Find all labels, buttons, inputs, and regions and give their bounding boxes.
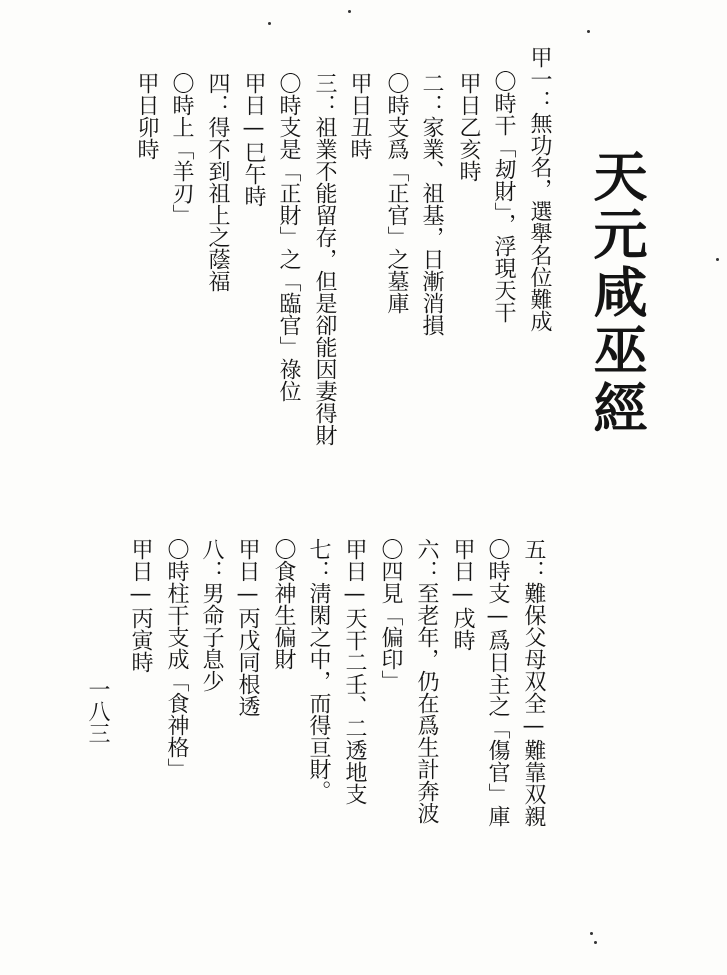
upper-line-2: 〇時干「刼財」，浮現天干: [491, 70, 516, 323]
lower-line-9: 甲日—丙戊同根透: [235, 538, 260, 717]
scan-speck: [587, 30, 590, 33]
lower-line-1: 五：難保父母双全—難靠双親: [521, 538, 546, 827]
lower-line-12: 甲日—丙寅時: [128, 538, 153, 673]
lower-line-2: 〇時支—爲日主之「傷官」庫: [485, 538, 510, 827]
chapter-title: 天元咸巫經: [585, 148, 649, 438]
lower-line-4: 六：至老年，仍在爲生計奔波: [414, 538, 439, 824]
page-number: 一八三: [85, 678, 110, 744]
lower-line-11: 〇時柱干支成「食神格」: [164, 538, 189, 780]
upper-line-1: 甲一：無功名，選舉名位難成: [527, 46, 552, 332]
upper-line-7: 三：祖業不能留存，但是卻能因妻得財: [312, 72, 337, 446]
scan-speck: [268, 22, 271, 25]
lower-line-5: 〇四見「偏印」: [378, 538, 403, 692]
scan-speck: [348, 10, 351, 13]
scan-speck: [716, 258, 719, 261]
upper-line-9: 甲日—巳午時: [241, 72, 266, 207]
upper-line-5: 〇時支爲「正官」之墓庫: [384, 72, 409, 314]
lower-line-3: 甲日—戌時: [450, 538, 475, 651]
upper-line-12: 甲日卯時: [134, 72, 159, 160]
upper-line-4: 二：家業、祖基，日漸消損: [419, 72, 444, 336]
upper-line-3: 甲日乙亥時: [456, 72, 481, 182]
lower-line-8: 〇食神生偏財: [271, 538, 296, 670]
lower-line-6: 甲日—天干二壬、二透地支: [342, 538, 367, 805]
scan-speck: [594, 941, 597, 944]
lower-line-7: 七：淸閑之中，而得亘財。: [306, 538, 331, 802]
lower-line-10: 八：男命子息少: [199, 538, 224, 692]
upper-line-6: 甲日丑時: [347, 72, 372, 160]
upper-line-11: 〇時上「羊刃」: [169, 72, 194, 226]
scan-speck: [590, 932, 593, 935]
upper-line-8: 〇時支是「正財」之「臨官」祿位: [276, 72, 301, 402]
upper-line-10: 四：得不到祖上之蔭福: [205, 72, 230, 292]
